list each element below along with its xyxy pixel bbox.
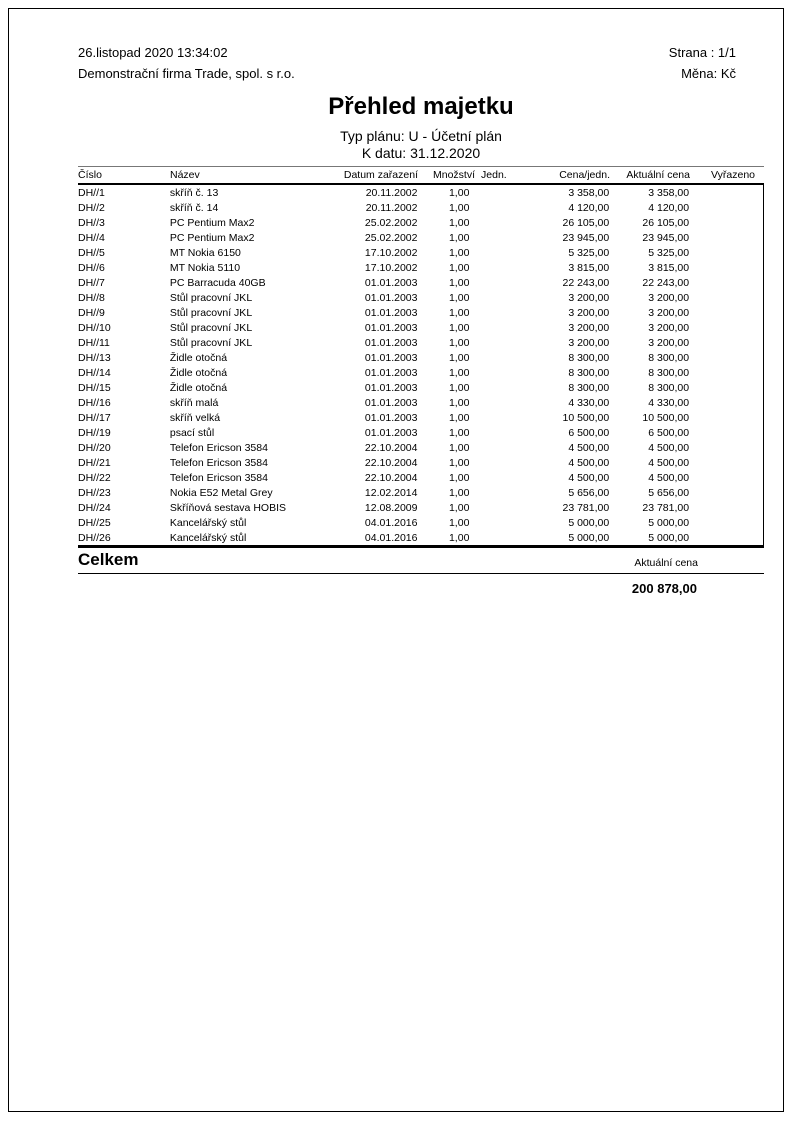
cell-aktualni: 5 325,00 [648,246,690,259]
cell-aktualni: 6 500,00 [648,426,690,439]
cell-nazev: PC Barracuda 40GB [169,276,266,289]
cell-cislo: DH//17 [78,411,111,424]
table-row [78,440,763,455]
cell-aktualni: 4 330,00 [648,396,690,409]
column-header-nazev: Název [170,169,200,181]
table-row [78,455,763,470]
cell-cena: 23 945,00 [562,231,610,244]
cell-aktualni: 23 781,00 [642,501,690,514]
cell-cislo: DH//7 [78,276,105,289]
cell-nazev: Židle otočná [169,366,228,379]
cell-mnozstvi: 1,00 [448,321,470,334]
cell-datum: 01.01.2003 [364,396,418,409]
table-row [78,215,763,230]
cell-cena: 3 200,00 [568,321,610,334]
cell-aktualni: 3 358,00 [648,186,690,199]
cell-datum: 20.11.2002 [365,201,418,214]
table-row [78,260,763,275]
cell-aktualni: 3 815,00 [648,261,690,274]
cell-cena: 8 300,00 [568,351,610,364]
cell-mnozstvi: 1,00 [448,246,470,259]
cell-aktualni: 3 200,00 [648,336,690,349]
asset-table [78,166,764,596]
cell-cena: 3 200,00 [568,291,610,304]
cell-cena: 4 500,00 [568,441,610,454]
cell-nazev: skříň č. 14 [169,201,219,214]
as-of-date-label: K datu: 31.12.2020 [361,145,481,161]
cell-mnozstvi: 1,00 [448,516,470,529]
cell-aktualni: 5 000,00 [648,531,690,544]
meta-row-1 [78,42,764,63]
table-row [78,470,763,485]
cell-cena: 5 325,00 [568,246,610,259]
cell-nazev: Kancelářský stůl [169,531,247,544]
column-header-aktualni: Aktuální cena [626,169,690,181]
cell-cislo: DH//6 [78,261,105,274]
cell-aktualni: 10 500,00 [642,411,690,424]
cell-cena: 5 656,00 [568,486,610,499]
cell-datum: 04.01.2016 [364,516,418,529]
table-row [78,365,763,380]
cell-nazev: Stůl pracovní JKL [169,321,253,334]
cell-aktualni: 4 500,00 [648,456,690,469]
cell-cena: 8 300,00 [568,381,610,394]
cell-cislo: DH//14 [78,366,111,379]
cell-nazev: Židle otočná [169,351,228,364]
cell-nazev: skříň č. 13 [169,186,219,199]
cell-datum: 01.01.2003 [364,321,418,334]
cell-datum: 01.01.2003 [364,291,418,304]
cell-cena: 4 500,00 [568,456,610,469]
cell-aktualni: 3 200,00 [648,321,690,334]
table-row [78,230,763,245]
cell-nazev: PC Pentium Max2 [169,216,255,229]
column-header-cena: Cena/jedn. [559,169,610,181]
meta-row-2 [78,63,764,84]
cell-mnozstvi: 1,00 [448,381,470,394]
column-header-vyrazeno: Vyřazeno [711,169,755,181]
cell-aktualni: 4 500,00 [648,441,690,454]
table-row [78,185,763,200]
cell-nazev: Telefon Ericson 3584 [169,456,268,469]
report-page [78,42,764,596]
cell-mnozstvi: 1,00 [448,411,470,424]
cell-mnozstvi: 1,00 [448,471,470,484]
cell-aktualni: 8 300,00 [648,366,690,379]
cell-datum: 22.10.2004 [364,471,418,484]
cell-cislo: DH//25 [78,516,111,529]
cell-aktualni: 5 656,00 [648,486,690,499]
cell-nazev: Stůl pracovní JKL [169,336,253,349]
cell-cena: 22 243,00 [562,276,610,289]
table-row [78,380,763,395]
table-row [78,500,763,515]
table-row [78,200,763,215]
table-row [78,335,763,350]
table-row [78,290,763,305]
cell-cislo: DH//22 [78,471,111,484]
cell-nazev: skříň velká [169,411,221,424]
cell-datum: 25.02.2002 [364,231,418,244]
table-row [78,275,763,290]
cell-cislo: DH//13 [78,351,111,364]
summary-column-label: Aktuální cena [634,557,698,569]
cell-mnozstvi: 1,00 [448,396,470,409]
cell-cislo: DH//4 [78,231,105,244]
cell-cislo: DH//21 [78,456,111,469]
cell-cena: 3 815,00 [568,261,610,274]
table-row [78,350,763,365]
summary-label: Celkem [78,550,139,569]
cell-cena: 6 500,00 [568,426,610,439]
column-header-jedn: Jedn. [481,169,507,181]
cell-cislo: DH//24 [78,501,111,514]
cell-cislo: DH//8 [78,291,105,304]
cell-datum: 17.10.2002 [364,246,418,259]
company-name: Demonstrační firma Trade, spol. s r.o. [78,66,295,81]
cell-nazev: Kancelářský stůl [169,516,247,529]
table-row [78,305,763,320]
table-row [78,485,763,500]
cell-cena: 4 120,00 [568,201,610,214]
cell-cena: 3 200,00 [568,336,610,349]
cell-datum: 01.01.2003 [364,276,418,289]
column-header-quantity-group [418,169,515,181]
cell-cislo: DH//3 [78,216,105,229]
cell-cislo: DH//2 [78,201,105,214]
cell-cena: 10 500,00 [562,411,610,424]
cell-nazev: Stůl pracovní JKL [169,306,253,319]
cell-cislo: DH//10 [78,321,111,334]
cell-cislo: DH//23 [78,486,111,499]
cell-mnozstvi: 1,00 [448,426,470,439]
cell-nazev: Telefon Ericson 3584 [169,441,268,454]
cell-nazev: Stůl pracovní JKL [169,291,253,304]
cell-datum: 01.01.2003 [364,381,418,394]
cell-nazev: Nokia E52 Metal Grey [169,486,273,499]
cell-aktualni: 26 105,00 [642,216,690,229]
cell-cena: 4 330,00 [568,396,610,409]
cell-aktualni: 4 120,00 [648,201,690,214]
plan-type-label: Typ plánu: U - Účetní plán [340,128,502,144]
cell-cislo: DH//5 [78,246,105,259]
cell-nazev: psací stůl [169,426,215,439]
cell-datum: 22.10.2004 [364,441,418,454]
cell-cislo: DH//16 [78,396,111,409]
cell-mnozstvi: 1,00 [448,486,470,499]
cell-mnozstvi: 1,00 [448,366,470,379]
cell-datum: 17.10.2002 [364,261,418,274]
cell-aktualni: 8 300,00 [648,381,690,394]
cell-datum: 01.01.2003 [364,411,418,424]
cell-mnozstvi: 1,00 [448,291,470,304]
cell-datum: 01.01.2003 [364,426,418,439]
cell-datum: 01.01.2003 [364,336,418,349]
cell-mnozstvi: 1,00 [448,336,470,349]
table-row [78,395,763,410]
cell-aktualni: 5 000,00 [648,516,690,529]
cell-datum: 01.01.2003 [364,306,418,319]
cell-nazev: skříň malá [169,396,219,409]
cell-datum: 12.08.2009 [364,501,418,514]
cell-aktualni: 23 945,00 [642,231,690,244]
cell-cena: 3 200,00 [568,306,610,319]
cell-cena: 4 500,00 [568,471,610,484]
table-row [78,245,763,260]
table-header [78,167,764,185]
cell-nazev: Skříňová sestava HOBIS [169,501,286,514]
cell-nazev: PC Pentium Max2 [169,231,255,244]
summary-header [78,548,764,574]
cell-mnozstvi: 1,00 [448,261,470,274]
cell-aktualni: 8 300,00 [648,351,690,364]
cell-mnozstvi: 1,00 [448,306,470,319]
currency-label: Měna: Kč [681,66,736,81]
report-datetime: 26.listopad 2020 13:34:02 [78,45,228,60]
cell-aktualni: 22 243,00 [642,276,690,289]
cell-cena: 5 000,00 [568,531,610,544]
cell-cena: 26 105,00 [562,216,610,229]
column-header-datum: Datum zařazení [343,169,418,181]
page-number: Strana : 1/1 [668,45,736,60]
cell-datum: 01.01.2003 [364,351,418,364]
summary-total-value: 200 878,00 [631,581,697,596]
cell-datum: 12.02.2014 [364,486,418,499]
table-row [78,515,763,530]
table-row [78,410,763,425]
cell-cislo: DH//11 [78,336,110,349]
summary-section [78,545,764,596]
report-title: Přehled majetku [328,93,514,120]
cell-mnozstvi: 1,00 [448,501,470,514]
cell-cena: 3 358,00 [568,186,610,199]
cell-datum: 22.10.2004 [364,456,418,469]
cell-aktualni: 3 200,00 [648,291,690,304]
cell-cena: 8 300,00 [568,366,610,379]
cell-nazev: MT Nokia 5110 [169,261,241,274]
table-row [78,530,763,545]
cell-nazev: Židle otočná [169,381,228,394]
cell-mnozstvi: 1,00 [448,441,470,454]
cell-mnozstvi: 1,00 [448,351,470,364]
cell-mnozstvi: 1,00 [448,201,470,214]
column-header-cislo: Číslo [78,169,102,181]
table-row [78,320,763,335]
cell-datum: 20.11.2002 [365,186,418,199]
cell-cislo: DH//15 [78,381,111,394]
cell-cislo: DH//26 [78,531,111,544]
cell-datum: 04.01.2016 [364,531,418,544]
column-header-mnozstvi: Množství [433,169,476,181]
table-body [78,185,764,545]
cell-cislo: DH//9 [78,306,105,319]
cell-datum: 01.01.2003 [364,366,418,379]
cell-mnozstvi: 1,00 [448,216,470,229]
cell-cislo: DH//20 [78,441,111,454]
cell-datum: 25.02.2002 [364,216,418,229]
cell-aktualni: 4 500,00 [648,471,690,484]
cell-nazev: MT Nokia 6150 [169,246,241,259]
table-row [78,425,763,440]
cell-cislo: DH//19 [78,426,111,439]
cell-aktualni: 3 200,00 [648,306,690,319]
cell-nazev: Telefon Ericson 3584 [169,471,268,484]
cell-cislo: DH//1 [78,186,105,199]
cell-cena: 5 000,00 [568,516,610,529]
cell-mnozstvi: 1,00 [448,276,470,289]
cell-mnozstvi: 1,00 [448,456,470,469]
cell-cena: 23 781,00 [562,501,610,514]
cell-mnozstvi: 1,00 [448,186,470,199]
cell-mnozstvi: 1,00 [448,231,470,244]
cell-mnozstvi: 1,00 [448,531,470,544]
